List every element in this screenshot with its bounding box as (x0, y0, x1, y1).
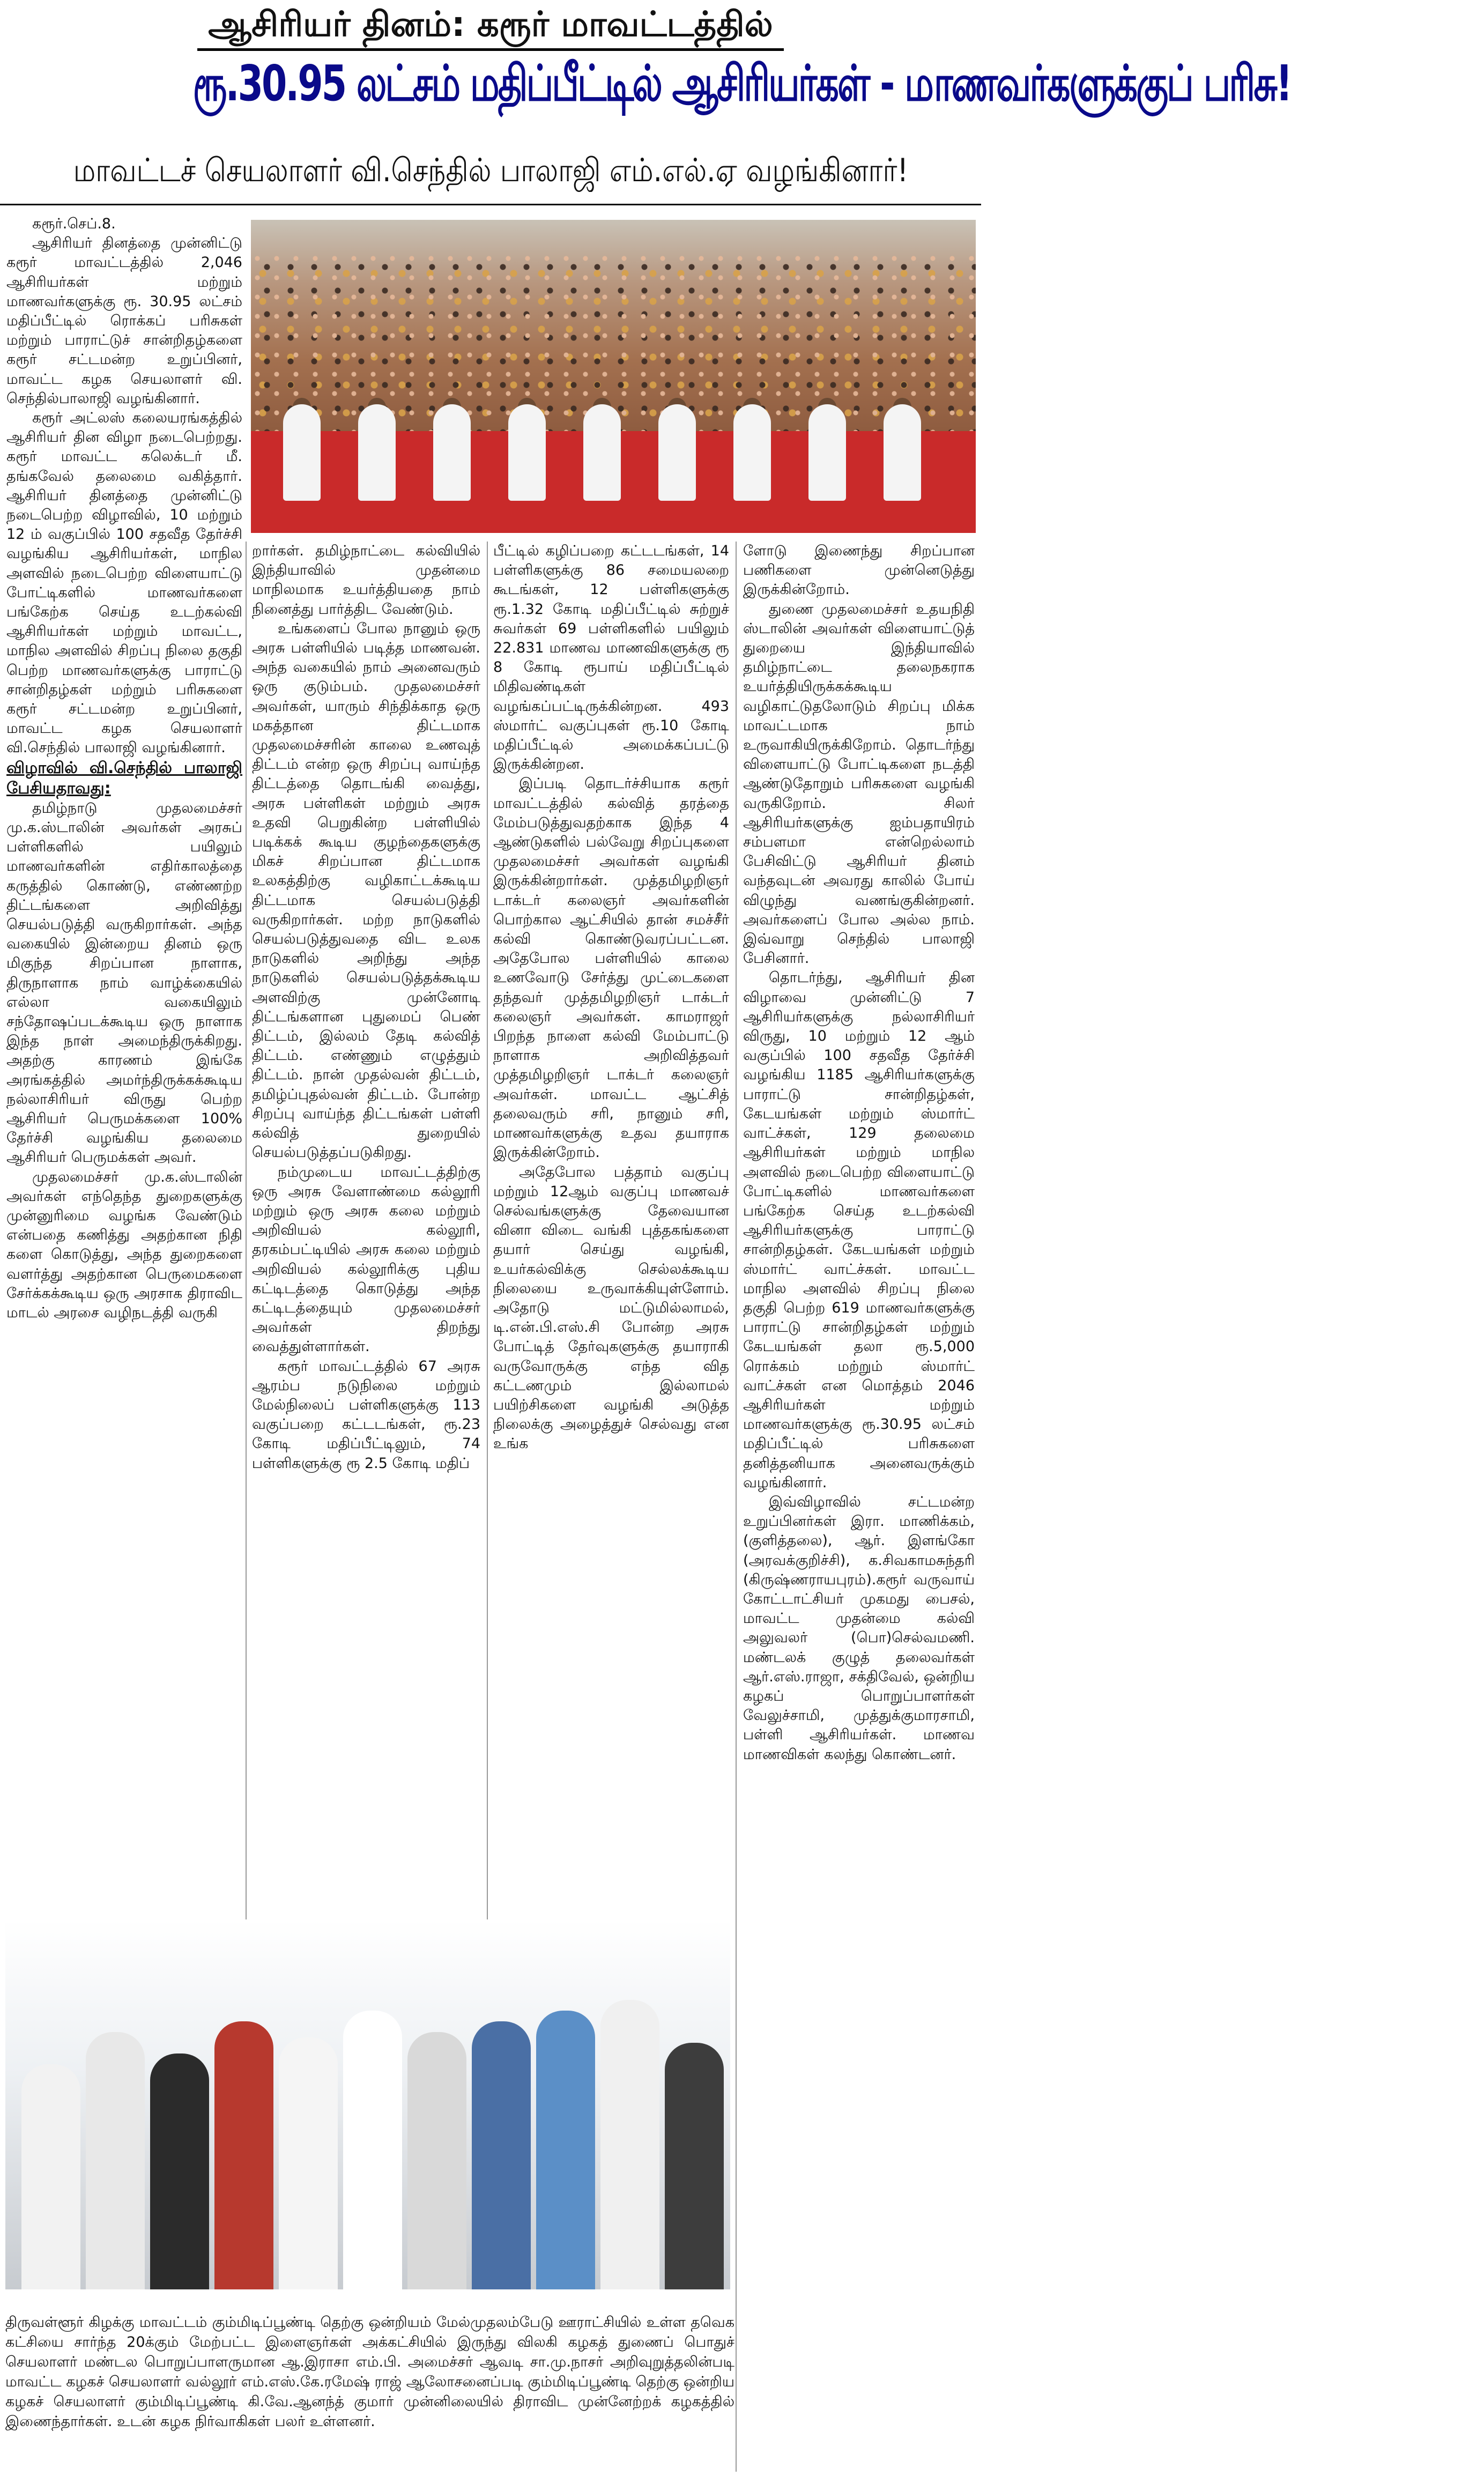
paragraph: நம்முடைய மாவட்டத்திற்கு ஒரு அரசு வேளாண்மை கல்லூரி மற்றும் ஒரு அரசு கலை மற்றும் அறிவியல் கல்லூரி, தரகம்பட்டியில் அரசு கலை மற்றும் அறிவியல் கல்லூரிக்கு புதிய கட்டிடத்தை கொடுத்து அந்த கட்டிடத்தையும் முதலமைச்சர் அவர்கள் திறந்து வைத்துள்ளார்கள். (252, 1163, 480, 1355)
speech-subtitle: விழாவில் வி.செந்தில் பாலாஜி பேசியதாவது: (6, 758, 242, 798)
person-figure (214, 2021, 273, 2289)
person-figure (150, 2053, 209, 2289)
article-column-2 (252, 542, 480, 1473)
guest-figure (658, 404, 696, 501)
paragraph: இவ்விழாவில் சட்டமன்ற உறுப்பினர்கள் இரா. மாணிக்கம், (குளித்தலை), ஆர். இளங்கோ (அரவக்குறிச்சி), க.சிவகாமசுந்தரி (கிருஷ்ணராயபுரம்).கரூர் வருவாய் கோட்டாட்சியர் முகமது பைசல், மாவட்ட முதன்மை கல்வி அலுவலர் (பொ)செல்வமணி. மண்டலக் குழுத் தலைவர்கள் ஆர்.எஸ்.ராஜா, சக்திவேல், ஒன்றிய கழகப் பொறுப்பாளர்கள் வேலுச்சாமி, முத்துக்குமாரசாமி, பள்ளி ஆசிரியர்கள். மாணவ மாணவிகள் கலந்து கொண்டனர். (743, 1493, 975, 1763)
guest-figure (884, 404, 921, 501)
dateline: கரூர்.செப்.8. (32, 216, 116, 232)
paragraph: பீட்டில் கழிப்பறை கட்டடங்கள், 14 பள்ளிகளுக்கு 86 சமையலறை கூடங்கள், 12 பள்ளிகளுக்கு ரூ.1.32 கோடி மதிப்பீட்டில் சுற்றுச் சுவர்கள் 69 பள்ளிகளில் பயிலும் 22.831 மாணவ மாணவிகளுக்கு ரூ 8 கோடி ரூபாய் மதிப்பீட்டில் மிதிவண்டிகள் வழங்கப்பட்டிருக்கின்றன. 493 ஸ்மார்ட் வகுப்புகள் ரூ.10 கோடி மதிப்பீட்டில் அமைக்கப்பட்டு இருக்கின்றன. (493, 543, 729, 773)
person-figure (472, 2021, 531, 2289)
person-figure (407, 2032, 466, 2289)
paragraph: அதேபோல பத்தாம் வகுப்பு மற்றும் 12ஆம் வகுப்பு மாணவச் செல்வங்களுக்கு தேவையான வினா விடை வங்கி புத்தகங்களை தயார் செய்து வழங்கி, உயர்கல்விக்கு செல்லக்கூடிய நிலையை உருவாக்கியுள்ளோம். அதோடு மட்டுமில்லாமல், டி.என்.பி.எஸ்.சி போன்ற அரசு போட்டித் தேர்வுகளுக்கு தயாராகி வருவோருக்கு எந்த வித கட்டணமும் இல்லாமல் பயிற்சிகளை வழங்கி அடுத்த நிலைக்கு அழைத்துச் செல்வது என உங்க (493, 1163, 729, 1452)
column-divider (736, 542, 737, 2472)
event-photo (251, 220, 976, 533)
paragraph: முதலமைச்சர் மு.க.ஸ்டாலின் அவர்கள் எந்தெந்த துறைகளுக்கு முன்னுரிமை வழங்க வேண்டும் என்பதை கணித்து அதற்கான நிதி களை கொடுத்து, அந்த துறைகளை வளர்த்து அதற்கான பெருமைகளை சேர்க்கக்கூடிய ஒரு அரசாக திராவிட மாடல் அரசை வழிநடத்தி வருகி (6, 1168, 242, 1321)
person-figure (86, 2032, 145, 2289)
person-figure (665, 2043, 724, 2289)
guest-figure (508, 404, 546, 501)
group-photo (5, 1919, 730, 2289)
paragraph: தொடர்ந்து, ஆசிரியர் தின விழாவை முன்னிட்டு 7 ஆசிரியர்களுக்கு நல்லாசிரியர் விருது, 10 மற்றும் 12 ஆம் வகுப்பில் 100 சதவீத தேர்ச்சி வழங்கிய 1185 ஆசிரியர்களுக்கு பாராட்டு சான்றிதழ்கள், கேடயங்கள் மற்றும் ஸ்மார்ட் வாட்ச்கள், 129 தலைமை ஆசிரியர்கள் மற்றும் மாநில அளவில் நடைபெற்ற விளையாட்டு போட்டிகளில் மாணவர்களை பங்கேற்க செய்த உடற்கல்வி ஆசிரியர்களுக்கு பாராட்டு சான்றிதழ்கள். கேடயங்கள் மற்றும் ஸ்மார்ட் வாட்ச்கள். மாவட்ட மாநில அளவில் சிறப்பு நிலை தகுதி பெற்ற 619 மாணவர்களுக்கு பாராட்டு சான்றிதழ்கள் மற்றும் கேடயங்கள் தலா ரூ.5,000 ரொக்கம் மற்றும் ஸ்மார்ட் வாட்ச்கள் என மொத்தம் 2046 ஆசிரியர்கள் மற்றும் மாணவர்களுக்கு ரூ.30.95 லட்சம் மதிப்பீட்டில் பரிசுகளை தனித்தனியாக அனைவருக்கும் வழங்கினார். (743, 969, 975, 1491)
guest-figure (283, 404, 321, 501)
paragraph: உங்களைப் போல நானும் ஒரு அரசு பள்ளியில் படித்த மாணவன். அந்த வகையில் நாம் அனைவரும் ஒரு குடும்பம். முதலமைச்சர் அவர்கள், யாரும் சிந்திக்காத ஒரு மகத்தான திட்டமாக முதலமைச்சரின் காலை உணவுத் திட்டம் என்ற ஒரு சிறப்பு வாய்ந்த திட்டத்தை தொடங்கி வைத்து, அரசு பள்ளிகள் மற்றும் அரசு உதவி பெறுகின்ற பள்ளியில் படிக்கக் கூடிய குழந்தைகளுக்கு மிகச் சிறப்பான திட்டமாக உலகத்திற்கு வழிகாட்டக்கூடிய திட்டமாக செயல்படுத்தி வருகிறார்கள். மற்ற நாடுகளில் செயல்படுத்துவதை விட உலக நாடுகளில் அறிந்து அந்த நாடுகளில் செயல்படுத்தக்கூடிய அளவிற்கு முன்னோடி திட்டங்களான புதுமைப் பெண் திட்டம், இல்லம் தேடி கல்வித் திட்டம். எண்ணும் எழுத்தும் திட்டம். நான் முதல்வன் திட்டம், தமிழ்ப்புதல்வன் திட்டம். போன்ற சிறப்பு வாய்ந்த திட்டங்கள் பள்ளி கல்வித் துறையில் செயல்படுத்தப்படுகிறது. (252, 620, 480, 1161)
guest-figure (358, 404, 396, 501)
headline: ரூ.30.95 லட்சம் மதிப்பீட்டில் ஆசிரியர்கள் - மாணவர்களுக்குப் பரிசு! (192, 55, 1291, 112)
guest-figure (433, 404, 471, 501)
headline-container (0, 55, 1291, 112)
paragraph: இப்படி தொடர்ச்சியாக கரூர் மாவட்டத்தில் கல்வித் தரத்தை மேம்படுத்துவதற்காக இந்த 4 ஆண்டுகளில் பல்வேறு சிறப்புகளை முதலமைச்சர் அவர்கள் வழங்கி இருக்கின்றார்கள். முத்தமிழறிஞர் டாக்டர் கலைஞர் அவர்களின் பொற்கால ஆட்சியில் தான் சமச்சீர் கல்வி கொண்டுவரப்பட்டன. அதேபோல பள்ளியில் காலை உணவோடு சேர்த்து முட்டைகளை தந்தவர் முத்தமிழறிஞர் டாக்டர் கலைஞர் அவர்கள். காமராஜர் பிறந்த நாளை கல்வி மேம்பாட்டு நாளாக அறிவித்தவர் முத்தமிழறிஞர் டாக்டர் கலைஞர் அவர்கள். மாவட்ட ஆட்சித் தலைவரும் சரி, நானும் சரி, மாணவர்களுக்கு உதவ தயாராக இருக்கின்றோம். (493, 775, 729, 1161)
paragraph: றார்கள். தமிழ்நாட்டை கல்வியில் இந்தியாவில் முதன்மை மாநிலமாக உயர்த்தியதை நாம் நினைத்து பார்த்திட வேண்டும். (252, 543, 480, 618)
kicker-container (0, 5, 981, 51)
paragraph: கரூர் மாவட்டத்தில் 67 அரசு ஆரம்ப நடுநிலை மற்றும் மேல்நிலைப் பள்ளிகளுக்கு 113 வகுப்பறை கட்டடங்கள், ரூ.23 கோடி மதிப்பீட்டிலும், 74 பள்ளிகளுக்கு ரூ 2.5 கோடி மதிப் (252, 1358, 480, 1472)
subhead: மாவட்டச் செயலாளர் வி.செந்தில் பாலாஜி எம்.எல்.ஏ வழங்கினார்! (73, 152, 908, 189)
guest-figure (808, 404, 846, 501)
article-column-4 (743, 542, 975, 1765)
person-figure (536, 2011, 595, 2289)
paragraph: துணை முதலமைச்சர் உதயநிதி ஸ்டாலின் அவர்கள் விளையாட்டுத் துறையை இந்தியாவில் தமிழ்நாட்டை தலைநகராக உயர்த்தியிருக்கக்கூடிய வழிகாட்டுதலோடும் சிறப்பு மிக்க மாவட்டமாக நாம் உருவாகியிருக்கிறோம். தொடர்ந்து விளையாட்டு போட்டிகளை நடத்தி ஆண்டுதோறும் பரிசுகளை வழங்கி வருகிறோம். சிலர் ஆசிரியர்களுக்கு ஐம்பதாயிரம் சம்பளமா என்றெல்லாம் பேசிவிட்டு ஆசிரியர் தினம் வந்தவுடன் அவரது காலில் போய் விழுந்து வணங்குகின்றனர். அவர்களைப் போல அல்ல நாம். இவ்வாறு செந்தில் பாலாஜி பேசினார். (743, 600, 975, 967)
photo-caption: திருவள்ளூர் கிழக்கு மாவட்டம் கும்மிடிப்பூண்டி தெற்கு ஒன்றியம் மேல்முதலம்பேடு ஊராட்சியில் உள்ள தவெக கட்சியை சார்ந்த 20க்கும் மேற்பட்ட இளைஞர்கள் அக்கட்சியில் இருந்து விலகி கழகத் துணைப் பொதுச் செயலாளர் மண்டல பொறுப்பாளருமான ஆ.இராசா எம்.பி. அமைச்சர் ஆவடி சா.மு.நாசர் அறிவுறுத்தலின்படி மாவட்ட கழகச் செயலாளர் வல்லூர் எம்.எஸ்.கே.ரமேஷ் ராஜ் ஆலோசனைப்படி கும்மிடிப்பூண்டி தெற்கு ஒன்றிய கழகச் செயலாளர் கும்மிடிப்பூண்டி கி.வே.ஆனந்த் குமார் முன்னிலையில் திராவிட முன்னேற்றக் கழகத்தில் இணைந்தார்கள். உடன் கழக நிர்வாகிகள் பலர் உள்ளனர். (5, 2314, 734, 2430)
person-figure (279, 2037, 338, 2289)
article-column-1 (6, 214, 242, 1323)
paragraph: கரூர் அட்லஸ் கலையரங்கத்தில் ஆசிரியர் தின விழா நடைபெற்றது. கரூர் மாவட்ட கலெக்டர் மீ. தங்கவேல் தலைமை வகித்தார். ஆசிரியர் தினத்தை முன்னிட்டு நடைபெற்ற விழாவில், 10 மற்றும் 12 ம் வகுப்பில் 100 சதவீத தேர்ச்சி வழங்கிய ஆசிரியர்கள், மாநில அளவில் நடைபெற்ற விளையாட்டு போட்டிகளில் மாணவர்களை பங்கேற்க செய்த உடற்கல்வி ஆசிரியர்கள் மற்றும் மாவட்ட, மாநில அளவில் சிறப்பு நிலை தகுதி பெற்ற மாணவர்களுக்கு பாராட்டு சான்றிதழ்கள் மற்றும் பரிசுகளை கரூர் சட்டமன்ற உறுப்பினர், மாவட்ட கழக செயலாளர் வி.செந்தில் பாலாஜி வழங்கினார். (6, 410, 242, 757)
guest-figure (733, 404, 771, 501)
person-figure (343, 2011, 402, 2289)
paragraph: தமிழ்நாடு முதலமைச்சர் மு.க.ஸ்டாலின் அவர்கள் அரசுப் பள்ளிகளில் பயிலும் மாணவர்களின் எதிர்காலத்தை கருத்தில் கொண்டு, எண்ணற்ற திட்டங்களை அறிவித்து செயல்படுத்தி வருகிறார்கள். அந்த வகையில் இன்றைய தினம் ஒரு மிகுந்த சிறப்பான நாளாக, திருநாளாக நாம் வாழ்க்கையில் எல்லா வகையிலும் சந்தோஷப்படக்கூடிய ஒரு நாளாக இந்த நாள் அமைந்திருக்கிறது. அதற்கு காரணம் இங்கே அரங்கத்தில் அமர்ந்திருக்கக்கூடிய நல்லாசிரியர் விருது பெற்ற ஆசிரியர் பெருமக்களை 100% தேர்ச்சி வழங்கிய தலைமை ஆசிரியர் பெருமக்கள் அவர். (6, 799, 242, 1166)
article-column-3 (493, 542, 729, 1454)
person-figure (21, 2064, 80, 2289)
kicker: ஆசிரியர் தினம்: கரூர் மாவட்டத்தில் (197, 5, 784, 51)
subhead-container (0, 149, 981, 197)
guest-figure (583, 404, 621, 501)
paragraph: ளோடு இணைந்து சிறப்பான பணிகளை முன்னெடுத்து இருக்கின்றோம். (743, 543, 975, 598)
person-figure (600, 2000, 659, 2289)
header-rule (0, 204, 981, 205)
paragraph: ஆசிரியர் தினத்தை முன்னிட்டு கரூர் மாவட்டத்தில் 2,046 ஆசிரியர்கள் மற்றும் மாணவர்களுக்கு ரூ. 30.95 லட்சம் மதிப்பீட்டில் ரொக்கப் பரிசுகள் மற்றும் பாராட்டுச் சான்றிதழ்களை கரூர் சட்டமன்ற உறுப்பினர், மாவட்ட கழக செயலாளர் வி. செந்தில்பாலாஜி வழங்கினார். (6, 235, 242, 407)
